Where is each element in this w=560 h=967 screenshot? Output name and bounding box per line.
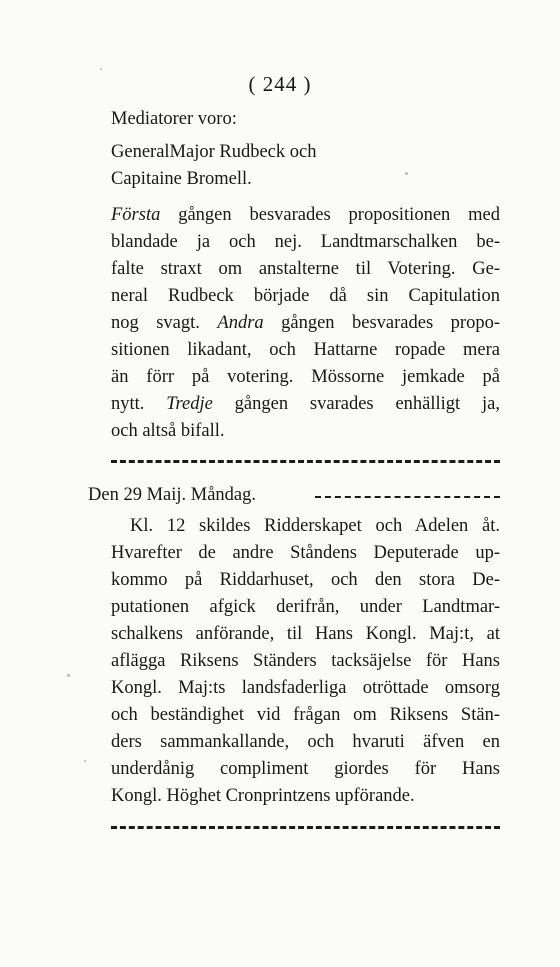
- paper-speck: [84, 760, 86, 762]
- paragraph-1-line-9: och altså bifall.: [111, 421, 225, 441]
- section-divider-2: [111, 826, 500, 829]
- mediator-line-2: Capitaine Bromell.: [111, 169, 252, 189]
- section-divider-1: [111, 460, 500, 463]
- paper-speck: [67, 674, 70, 677]
- paragraph-1-line-6: sitionen likadant, och Hattarne ropade mera: [111, 340, 500, 360]
- paragraph-2-line-6: aflägga Riksens Ständers tacksäjelse för Hans: [111, 651, 500, 671]
- emphasis-tredje: Tredje: [166, 394, 213, 414]
- paragraph-1-line-4: neral Rudbeck började då sin Capitulation: [111, 286, 500, 306]
- paragraph-1-line-7: än förr på votering. Mössorne jemkade på: [111, 367, 500, 387]
- page-number: ( 244 ): [248, 72, 312, 96]
- mediator-line-1: GeneralMajor Rudbeck och: [111, 142, 317, 162]
- paper-speck: [100, 68, 102, 70]
- paragraph-2-line-8: och beständighet vid frågan om Riksens Stän-: [111, 705, 500, 725]
- paragraph-1-line-3: falte straxt om anstalterne til Votering. Ge-: [111, 259, 500, 279]
- paragraph-1-line-5-text: gången besvarades propo-: [263, 313, 500, 333]
- paragraph-1-line-1-text: gången besvarades propositionen med: [160, 205, 500, 225]
- paragraph-2-line-3: kommo på Riddarhuset, och den stora De-: [111, 570, 500, 590]
- paragraph-2-line-11: Kongl. Höghet Cronprintzens upförande.: [111, 786, 415, 806]
- paragraph-2-line-2: Hvarefter de andre Ståndens Deputerade up-: [111, 543, 500, 563]
- paragraph-1-line-5-pre: nog svagt.: [111, 313, 218, 333]
- paragraph-1-line-5: [111, 310, 500, 336]
- paragraph-1-line-8-text: gången svarades enhälligt ja,: [212, 394, 501, 414]
- paragraph-1-line-1: [111, 202, 500, 228]
- paragraph-2-line-5: schalkens anförande, til Hans Kongl. Maj:t, at: [111, 624, 500, 644]
- date-dash-rule: [315, 496, 500, 498]
- heading-mediators: Mediatorer voro:: [111, 109, 237, 129]
- paragraph-1-line-8: [111, 391, 500, 417]
- date-heading: Den 29 Maij. Måndag.: [88, 485, 257, 505]
- paragraph-2-line-7: Kongl. Maj:ts landsfaderliga otröttade omsorg: [111, 678, 500, 698]
- emphasis-forsta: Första: [111, 205, 161, 225]
- paragraph-1-line-2: blandade ja och nej. Landtmarschalken be-: [111, 232, 500, 252]
- paper-speck: [405, 172, 408, 175]
- paragraph-2-line-1: Kl. 12 skildes Ridderskapet och Adelen åt.: [130, 516, 500, 536]
- paragraph-2-line-10: underdånig compliment giordes för Hans: [111, 759, 500, 779]
- paragraph-2-line-9: ders sammankallande, och hvaruti äfven en: [111, 732, 500, 752]
- emphasis-andra: Andra: [217, 313, 264, 333]
- paragraph-1-line-8-pre: nytt.: [111, 394, 167, 414]
- paragraph-2-line-4: putationen afgick derifrån, under Landtmar-: [111, 597, 500, 617]
